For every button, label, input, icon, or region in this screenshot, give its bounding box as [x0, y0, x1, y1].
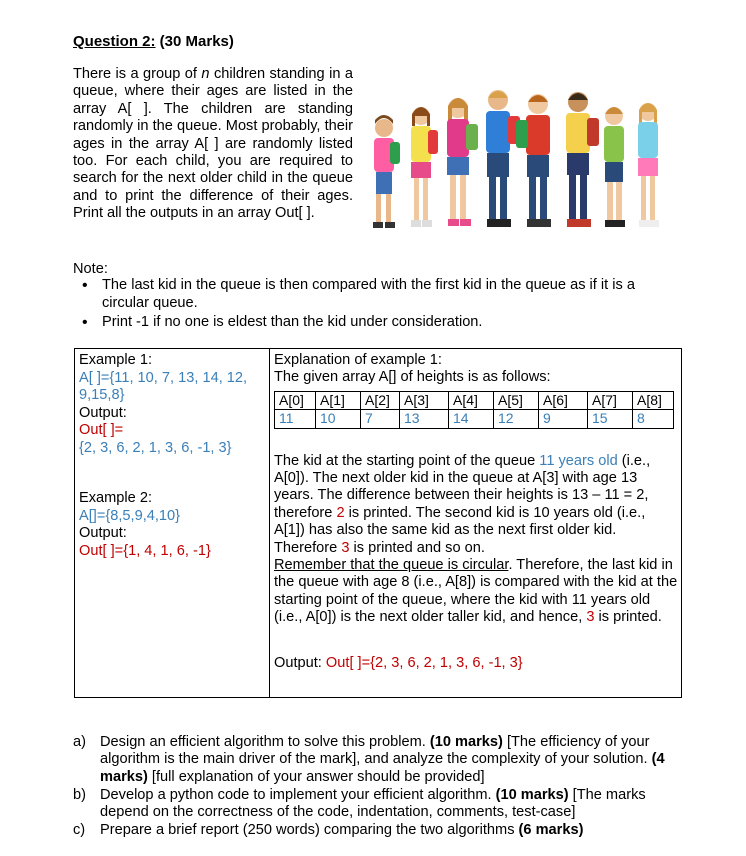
index-cell: A[6] [539, 391, 588, 409]
index-cell: A[0] [275, 391, 316, 409]
value-cell: 13 [400, 410, 449, 428]
example1-out-values: {2, 3, 6, 2, 1, 3, 6, -1, 3} [79, 439, 232, 456]
text: is printed. [594, 609, 662, 626]
intro-n-variable: n [201, 66, 210, 82]
task-text: Develop a python code to implement your efficient algorithm. [100, 786, 496, 803]
task-marks: (6 marks) [518, 822, 584, 839]
index-cell: A[8] [633, 391, 674, 409]
example1-output-label: Output: [79, 404, 127, 421]
explanation-intro: The given array A[] of heights is as follows: [274, 369, 551, 386]
highlight-result: 2 [336, 504, 345, 521]
value-cell: 8 [633, 410, 674, 428]
value-cell: 7 [361, 410, 400, 428]
child-figure-2 [411, 107, 438, 227]
child-figure-4 [486, 90, 520, 227]
child-figure-3 [447, 98, 478, 226]
text: The kid at the starting point of the queue [274, 452, 540, 469]
value-cell: 10 [316, 410, 361, 428]
note-item: • Print -1 if no one is eldest than the kid under consideration. [80, 314, 680, 332]
value-cell: 9 [539, 410, 588, 428]
child-figure-6 [566, 92, 599, 227]
index-cell: A[3] [400, 391, 449, 409]
explanation-column [274, 352, 679, 672]
child-figure-7 [604, 107, 625, 227]
child-figure-5 [516, 94, 551, 227]
explanation-paragraph-1 [274, 453, 679, 557]
task-text: [The efficiency of your algorithm is the main driver of the mark], and analyze the complexity of your solution. [100, 734, 652, 768]
example2-output-label: Output: [79, 525, 127, 541]
note-label: Note: [73, 261, 108, 277]
task-item [73, 787, 683, 822]
index-cell: A[2] [361, 391, 400, 409]
examples-column [79, 352, 267, 560]
highlight-result: 3 [586, 609, 595, 626]
task-label: c) [73, 822, 86, 839]
text: is printed and so on. [349, 539, 485, 556]
task-text: Design an efficient algorithm to solve this problem. [100, 734, 430, 750]
output-value: Out[ ]={2, 3, 6, 2, 1, 3, 6, -1, 3} [325, 654, 523, 671]
highlight-result: 3 [341, 539, 350, 556]
output-label: Output: [274, 654, 326, 671]
example2-array: A[]={8,5,9,4,10} [79, 507, 181, 524]
note-item: • The last kid in the queue is then compared with the first kid in the queue as if it is a circular queue. [80, 277, 680, 312]
example1-out-label: Out[ ]= [79, 422, 124, 438]
value-cell: 14 [449, 410, 494, 428]
task-label: b) [73, 786, 86, 803]
value-cell: 12 [494, 410, 539, 428]
task-text: Prepare a brief report (250 words) comparing the two algorithms [100, 822, 519, 839]
heights-array-table [274, 391, 674, 429]
task-marks: (10 marks) [429, 734, 503, 750]
question-title [73, 33, 234, 50]
intro-text-1: There is a group of [73, 66, 202, 82]
highlight-age: 11 years old [539, 452, 618, 469]
task-text: [full explanation of your answer should be provided] [147, 768, 485, 785]
child-figure-8 [638, 103, 659, 227]
index-cell: A[5] [494, 391, 539, 409]
explanation-title: Explanation of example 1: [274, 352, 442, 368]
task-item [73, 734, 683, 786]
example2-title: Example 2: [79, 490, 153, 506]
index-cell: A[4] [449, 391, 494, 409]
index-cell: A[7] [588, 391, 633, 409]
task-item [73, 822, 683, 839]
problem-statement [73, 66, 353, 223]
example2-out: Out[ ]={1, 4, 1, 6, -1} [79, 542, 211, 559]
value-cell: 15 [588, 410, 633, 428]
value-cell: 11 [275, 410, 316, 428]
task-text: [The marks depend on the correctness of the code, indentation, comments, test-case] [100, 786, 646, 821]
text: is printed. The second kid is 10 years old (i.e., A[1]) has also the same kid as the next first older kid. Therefore [274, 504, 646, 556]
intro-text-2: children standing in a queue, where their ages are listed in the array A[ ]. The children are standing randomly in the queue. Most probably, their ages in the array A[ ] are randomly listed too. For each child, you are required to search for the next older child in the queue and to print the difference of their ages. Print all the outputs in an array Out[ ]. [73, 66, 353, 222]
question-marks: (30 Marks) [155, 33, 234, 50]
examples-table [74, 348, 682, 698]
child-figure-1 [373, 115, 400, 228]
explanation-paragraph-2 [274, 557, 679, 627]
children-queue-illustration [366, 86, 664, 236]
task-marks: (4 marks) [100, 751, 665, 785]
underlined-text: Remember that the queue is circular [274, 557, 509, 574]
text: (i.e., A[0]). The next older kid in the queue at A[3] with age 13 years. The difference between their heights is 13 – 11 = 2, therefore [274, 452, 651, 521]
note-list [80, 277, 680, 334]
example1-title: Example 1: [79, 352, 153, 368]
text: . Therefore, the last kid in the queue with age 8 (i.e., A[8]) is compared with the kid at the starting point of the queue, where the kid with 11 years old (i.e., A[0]) is the next older taller kid, and hence, [274, 557, 678, 626]
array-value-row [275, 410, 674, 428]
explanation-output [274, 655, 679, 672]
question-number: Question 2: [73, 33, 156, 50]
array-index-row [275, 391, 674, 409]
task-list [73, 734, 683, 841]
example1-array: A[ ]={11, 10, 7, 13, 14, 12, 9,15,8} [79, 369, 248, 403]
task-label: a) [73, 734, 86, 750]
column-divider [269, 349, 270, 697]
task-marks: (10 marks) [495, 786, 569, 803]
index-cell: A[1] [316, 391, 361, 409]
